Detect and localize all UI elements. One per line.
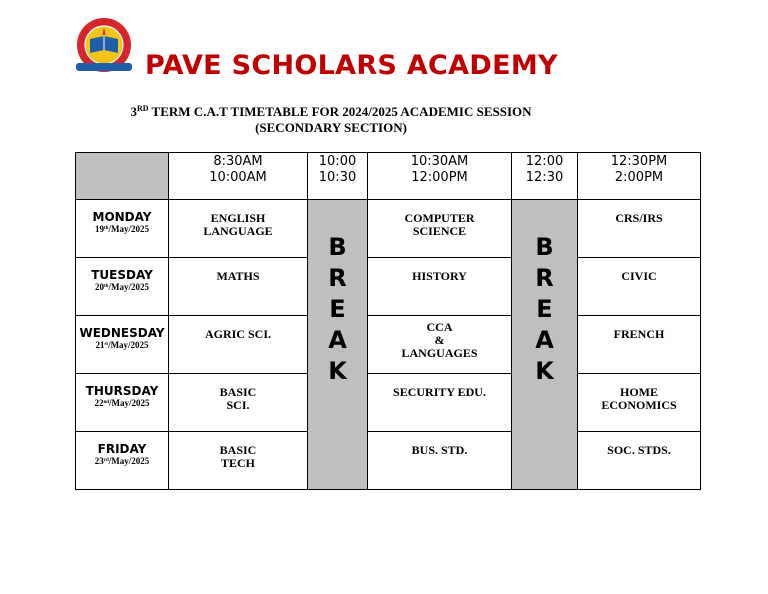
break-2-time: 12:00 12:30 (512, 153, 578, 200)
day-cell (76, 374, 169, 432)
corner-cell (76, 153, 169, 200)
day-date: 19th/May/2025 (95, 224, 149, 234)
day-date: 20th/May/2025 (95, 282, 149, 292)
timetable-subtitle: (SECONDARY SECTION) (255, 120, 407, 135)
period-1-time: 8:30AM 10:00AM (169, 153, 308, 200)
subject-cell: SECURITY EDU. (368, 374, 512, 432)
day-date: 21st/May/2025 (95, 340, 149, 350)
day-row-friday (76, 432, 701, 490)
period-3-time: 12:30PM 2:00PM (578, 153, 701, 200)
day-name: WEDNESDAY (79, 326, 165, 340)
day-name: FRIDAY (97, 442, 147, 456)
subject-cell: CIVIC (578, 258, 701, 316)
school-name: PAVE SCHOLARS ACADEMY (145, 50, 558, 81)
break-1-time: 10:00 10:30 (308, 153, 368, 200)
day-date: 23rd/May/2025 (94, 456, 150, 466)
subject-cell: MATHS (169, 258, 308, 316)
subject-cell: ENGLISH LANGUAGE (169, 200, 308, 258)
day-date: 22nd/May/2025 (94, 398, 150, 408)
subject-cell: BASIC TECH (169, 432, 308, 490)
time-header-row (76, 153, 701, 200)
school-logo (74, 17, 134, 77)
subject-cell: HOME ECONOMICS (578, 374, 701, 432)
subject-cell: CRS/IRS (578, 200, 701, 258)
day-name: THURSDAY (85, 384, 159, 398)
break-column-1: B R E A K (308, 200, 368, 490)
break-column-2: B R E A K (512, 200, 578, 490)
subject-cell: HISTORY (368, 258, 512, 316)
day-cell (76, 316, 169, 374)
logo-ribbon (76, 63, 132, 71)
period-2-time: 10:30AM 12:00PM (368, 153, 512, 200)
day-row-thursday (76, 374, 701, 432)
subject-cell: BASIC SCI. (169, 374, 308, 432)
day-cell (76, 200, 169, 258)
subject-cell: SOC. STDS. (578, 432, 701, 490)
subject-cell: AGRIC SCI. (169, 316, 308, 374)
day-name: TUESDAY (91, 268, 153, 282)
day-row-monday (76, 200, 701, 258)
day-row-tuesday (76, 258, 701, 316)
timetable (75, 152, 701, 490)
day-cell (76, 432, 169, 490)
subject-cell: BUS. STD. (368, 432, 512, 490)
subject-cell: CCA & LANGUAGES (368, 316, 512, 374)
day-cell (76, 258, 169, 316)
timetable-title: 3RD TERM C.A.T TIMETABLE FOR 2024/2025 ACADEMIC SESSION (SECONDARY SECTION) (110, 104, 552, 136)
day-row-wednesday (76, 316, 701, 374)
day-name: MONDAY (92, 210, 152, 224)
subject-cell: COMPUTER SCIENCE (368, 200, 512, 258)
subject-cell: FRENCH (578, 316, 701, 374)
